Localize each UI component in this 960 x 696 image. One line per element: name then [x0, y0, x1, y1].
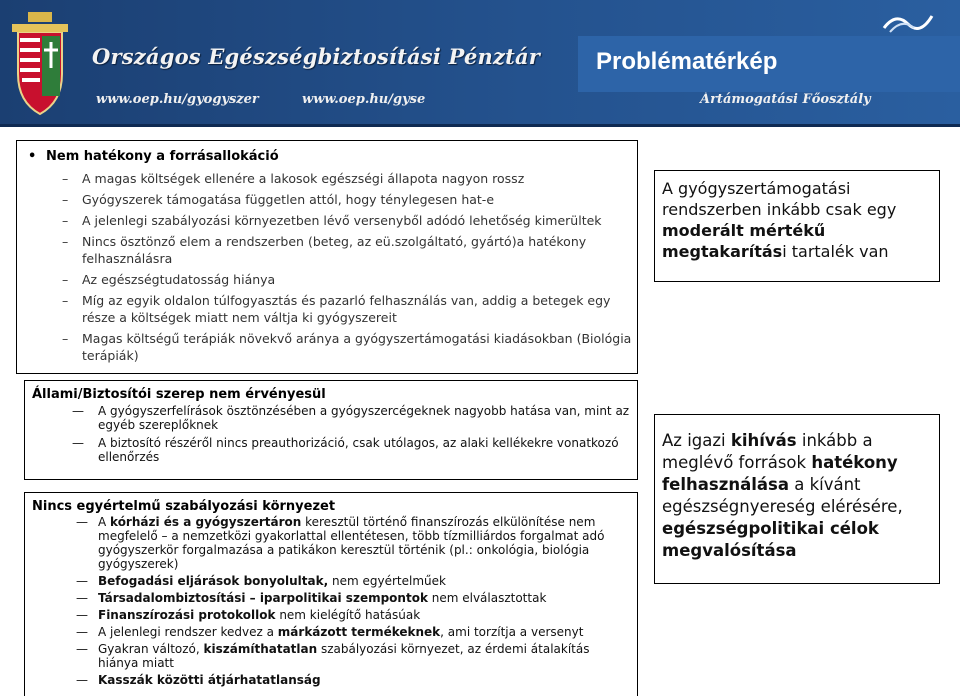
- list-item: – Míg az egyik oldalon túlfogyasztás és pazarló felhasználás van, addig a betegek egy része a költségek miatt nem váltja ki gyógyszereit: [62, 293, 611, 325]
- list-item: – A magas költségek ellenére a lakosok egészségi állapota nagyon rossz: [62, 171, 525, 186]
- list-item: — Gyakran változó, kiszámíthatatlan szabályozási környezet, az érdemi átalakítás hiánya miatt: [76, 642, 590, 670]
- bullet-dot-icon: •: [28, 149, 37, 164]
- header-rule: [0, 124, 960, 127]
- slide-title: Problématérkép: [596, 48, 778, 75]
- list-item: — Kasszák közötti átjárhatatlanság: [76, 673, 321, 687]
- list-item: — A jelenlegi rendszer kedvez a márkázott termékeknek, ami torzítja a versenyt: [76, 625, 584, 639]
- list-item: — Társadalombiztosítási – iparpolitikai szempontok nem elválasztottak: [76, 591, 547, 605]
- wave-ornament-icon: [880, 8, 936, 36]
- hungarian-crest-icon: [8, 10, 72, 118]
- regulation-list: [76, 515, 632, 690]
- allocation-list: [62, 170, 632, 368]
- list-item: — A gyógyszerfelírások ösztönzésében a gyógyszercégeknek nagyobb hatása van, mint az egyéb szereplőknek: [72, 404, 630, 432]
- organization-name: Országos Egészségbiztosítási Pénztár: [92, 44, 541, 69]
- list-item: – Magas költségű terápiák növekvő aránya a gyógyszertámogatási kiadásokban (Biológia terápiák): [62, 331, 632, 363]
- department-name: Ártámogatási Főosztály: [700, 92, 871, 107]
- list-item: — Befogadási eljárások bonyolultak, nem egyértelműek: [76, 574, 446, 588]
- list-item: – Gyógyszerek támogatása független attól, hogy ténylegesen hat-e: [62, 192, 495, 207]
- state-role-list: [72, 404, 632, 468]
- list-item: – Nincs ösztönző elem a rendszerben (beteg, az eü.szolgáltató, gyártó)a hatékony felhasználásra: [62, 234, 587, 266]
- url-gyse[interactable]: www.oep.hu/gyse: [302, 92, 426, 107]
- challenge-text: Az igazi kihívás inkább a meglévő források hatékony felhasználása a kívánt egészségnyereség elérésére, egészségpolitikai célok megvalósítása: [662, 431, 903, 560]
- state-role-heading: Állami/Biztosítói szerep nem érvényesül: [32, 387, 326, 402]
- regulation-heading: Nincs egyértelmű szabályozási környezet: [32, 499, 336, 514]
- savings-text: A gyógyszertámogatási rendszerben inkább csak egy moderált mértékű megtakarítási tartalék van: [662, 179, 897, 261]
- list-item: — A biztosító részéről nincs preauthorizáció, csak utólagos, az alaki kellékekre vonatkozó ellenőrzés: [72, 436, 619, 464]
- url-gyogyszer[interactable]: www.oep.hu/gyogyszer: [96, 92, 259, 107]
- list-item: — Finanszírozási protokollok nem kielégítő hatásúak: [76, 608, 421, 622]
- list-item: – Az egészségtudatosság hiánya: [62, 272, 276, 287]
- list-item: — A kórházi és a gyógyszertáron keresztül történő finanszírozás elkülönítése nem megfelelő – a nemzetközi gyakorlattal ellentétesen, több tízmilliárdos forgalmat adó gyógyszerkör forgalmazása a patikákon keresztül történik (pl.: onkológia, biológia gyógyszerek): [76, 515, 605, 571]
- list-item: – A jelenlegi szabályozási környezetben lévő versenyből adódó lehetőség kimerültek: [62, 213, 602, 228]
